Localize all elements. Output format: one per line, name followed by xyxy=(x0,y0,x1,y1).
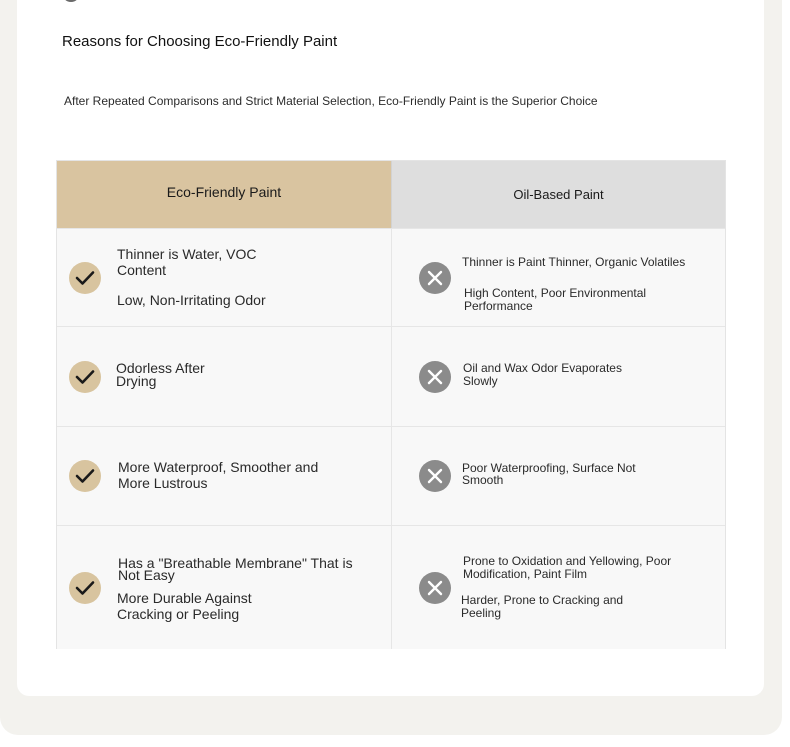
eco-cell-2 xyxy=(57,326,391,426)
oil-header: Oil-Based Paint xyxy=(391,161,725,228)
oil-row-4-line-2: Harder, Prone to Cracking and Peeling xyxy=(461,593,624,620)
comparison-table xyxy=(56,160,726,649)
oil-cell-1 xyxy=(391,228,725,326)
close-icon xyxy=(419,361,451,393)
check-icon xyxy=(69,572,101,604)
section-subtitle: After Repeated Comparisons and Strict Material Selection, Eco-Friendly Paint is the Superior Choice xyxy=(64,94,598,108)
oil-row-2-line-1: Oil and Wax Odor Evaporates Slowly xyxy=(463,361,622,388)
oil-row-3-line-1: Poor Waterproofing, Surface Not Smooth xyxy=(462,461,636,487)
section-title: Reasons for Choosing Eco-Friendly Paint xyxy=(62,33,338,50)
close-icon xyxy=(419,460,451,492)
check-icon xyxy=(69,262,101,294)
eco-cell-4 xyxy=(57,525,391,649)
check-icon xyxy=(69,361,101,393)
eco-cell-3 xyxy=(57,426,391,525)
oil-row-1-line-1: Thinner is Paint Thinner, Organic Volatiles xyxy=(462,255,686,269)
eco-row-4-line-2: More Durable Against Cracking or Peeling xyxy=(117,590,252,622)
oil-row-4-line-1: Prone to Oxidation and Yellowing, Poor Modification, Paint Film xyxy=(463,554,672,581)
oil-cell-4 xyxy=(391,525,725,649)
eco-row-2-line-1: Odorless After Drying xyxy=(116,360,205,389)
eco-row-1-line-2: Low, Non-Irritating Odor xyxy=(117,292,266,308)
eco-cell-1 xyxy=(57,228,391,326)
oil-cell-3 xyxy=(391,426,725,525)
eco-row-1-line-1: Thinner is Water, VOC Content xyxy=(117,246,257,278)
close-icon xyxy=(419,262,451,294)
oil-row-1-line-2: High Content, Poor Environmental Performance xyxy=(464,286,647,313)
eco-row-3-line-1: More Waterproof, Smoother and More Lustrous xyxy=(118,459,319,491)
close-icon xyxy=(419,572,451,604)
eco-header: Eco-Friendly Paint xyxy=(57,161,391,228)
oil-cell-2 xyxy=(391,326,725,426)
check-icon xyxy=(69,460,101,492)
eco-row-4-line-1: Has a "Breathable Membrane" That is Not Easy xyxy=(118,555,353,583)
